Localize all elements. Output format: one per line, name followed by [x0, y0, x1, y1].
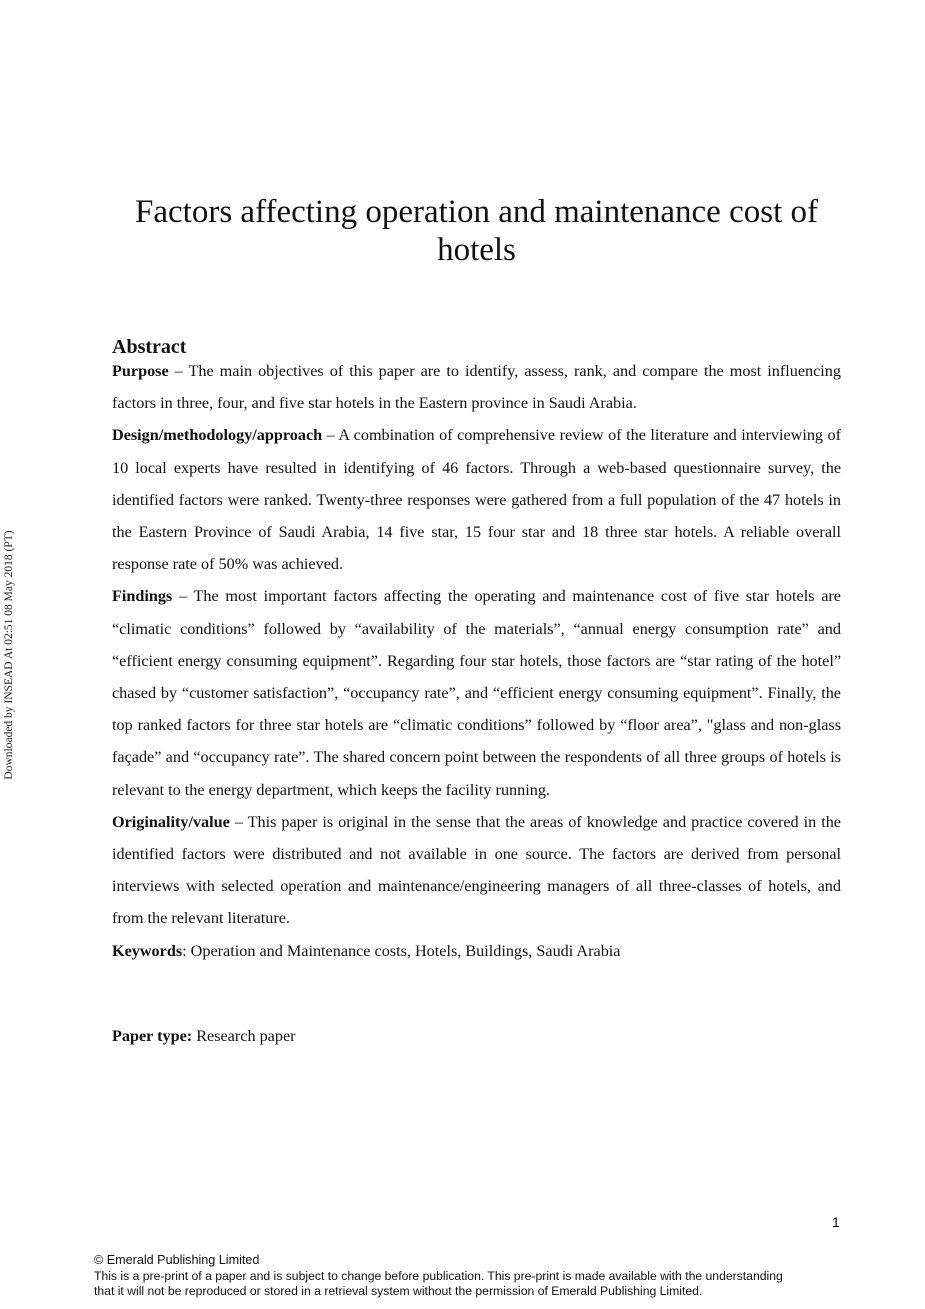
design-text: – A combination of comprehensive review of the literature and interviewing of 10 local experts have resulted in identifying of 46 factors. Through a web-based questionnaire survey, the identified factors were ranked. Twenty-three responses were gathered from a full population of the 47 hotels in the Eastern Province of Saudi Arabia, 14 five star, 15 four star and 18 three star hotels. A reliable overall response rate of 50% was achieved. [112, 426, 841, 574]
paper-type [112, 1023, 296, 1049]
publisher-footer [94, 1253, 894, 1300]
keywords-text: : Operation and Maintenance costs, Hotels, Buildings, Saudi Arabia [182, 941, 621, 960]
download-watermark-text: Downloaded by INSEAD At 02:51 08 May 2018 (PT) [3, 530, 15, 780]
findings-text: – The most important factors affecting the operating and maintenance cost of five star hotels are “climatic conditions” followed by “availability of the materials”, “annual energy consumption rate” and “efficient energy consuming equipment”. Regarding four star hotels, those factors are “star rating of the hotel” chased by “customer satisfaction”, “occupancy rate”, and “efficient energy consuming equipment”. Finally, the top ranked factors for three star hotels are “climatic conditions” followed by “floor area”, "glass and non-glass façade” and “occupancy rate”. The shared concern point between the respondents of all three groups of hotels is relevant to the energy department, which keeps the facility running. [112, 587, 841, 799]
paper-type-value: Research paper [192, 1027, 296, 1045]
purpose-paragraph [112, 355, 841, 419]
keywords-label: Keywords [112, 941, 183, 960]
design-paragraph [112, 419, 841, 580]
purpose-label: Purpose [112, 362, 169, 380]
originality-label: Originality/value [112, 812, 230, 831]
purpose-text: – The main objectives of this paper are to identify, assess, rank, and compare the most influencing factors in three, four, and five star hotels in the Eastern province in Saudi Arabia. [112, 362, 841, 413]
footer-copyright: © Emerald Publishing Limited [94, 1253, 260, 1267]
design-label: Design/methodology/approach [112, 426, 323, 445]
page-number: 1 [832, 1214, 840, 1230]
findings-label: Findings [112, 587, 173, 606]
findings-paragraph [112, 580, 841, 805]
keywords-paragraph [112, 935, 841, 967]
abstract-heading: Abstract [112, 336, 187, 358]
originality-text: – This paper is original in the sense that the areas of knowledge and practice covered in the identified factors were distributed and not available in one source. The factors are derived from personal interviews with selected operation and maintenance/engineering managers of all three-classes of hotels, and from the relevant literature. [112, 812, 841, 928]
paper-title: Factors affecting operation and maintenance cost of hotels [135, 194, 818, 268]
abstract-body [112, 355, 841, 967]
footer-line-2: that it will not be reproduced or stored in a retrieval system without the permission of Emerald Publishing Limited. [94, 1284, 703, 1298]
footer-line-1: This is a pre-print of a paper and is subject to change before publication. This pre-print is made available with the understanding [94, 1268, 783, 1283]
originality-paragraph [112, 806, 841, 935]
paper-type-label: Paper type: [112, 1027, 193, 1045]
